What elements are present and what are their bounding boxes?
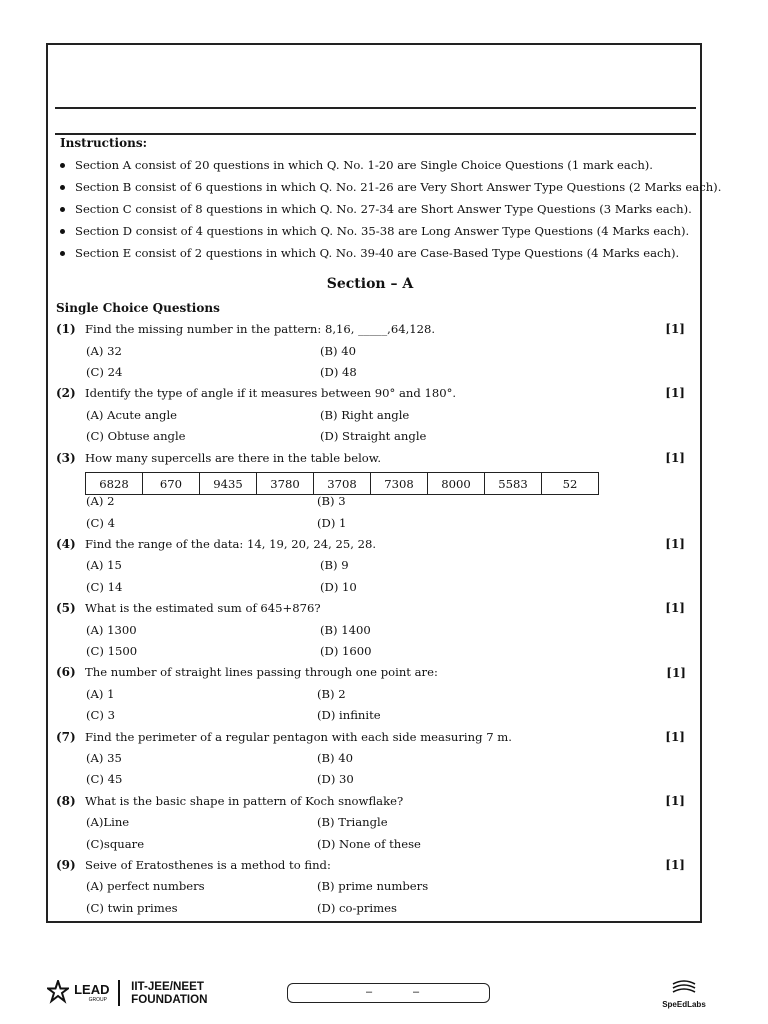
- question-text: Seive of Eratosthenes is a method to find:: [85, 858, 331, 872]
- option-c: (C)square: [86, 837, 145, 851]
- question-text: The number of straight lines passing through one point are:: [85, 665, 438, 679]
- option-b: (B) 3: [317, 494, 346, 508]
- question-text: What is the estimated sum of 645+876?: [85, 601, 321, 615]
- question-marks: [1]: [665, 858, 685, 872]
- question-marks: [1]: [665, 794, 685, 808]
- option-c: (C) 1500: [86, 644, 138, 658]
- logo-divider: [118, 980, 120, 1006]
- table-cell: 3780: [257, 473, 314, 495]
- question-marks: [1]: [665, 730, 685, 744]
- option-b: (B) 40: [317, 751, 354, 765]
- supercell-table: [85, 472, 599, 495]
- option-a: (A) Acute angle: [86, 408, 178, 422]
- option-b: (B) 9: [320, 558, 349, 572]
- option-b: (B) prime numbers: [317, 879, 429, 893]
- option-d: (D) None of these: [317, 837, 421, 851]
- speedlabs-logo: [660, 978, 708, 1009]
- question-text: Identify the type of angle if it measures between 90° and 180°.: [85, 386, 457, 400]
- option-b: (B) 2: [317, 687, 346, 701]
- instruction-item: Section C consist of 8 questions in which Q. No. 27-34 are Short Answer Type Questions (3 Marks each).: [60, 202, 692, 216]
- question-text: How many supercells are there in the table below.: [85, 451, 382, 465]
- option-d: (D) Straight angle: [320, 429, 427, 443]
- table-cell: 6828: [86, 473, 143, 495]
- footer-page-box: [287, 983, 490, 1003]
- star-icon: [47, 980, 69, 1004]
- option-a: (A) 15: [86, 558, 122, 572]
- question-number: (5): [56, 601, 76, 615]
- instruction-item: Section B consist of 6 questions in which Q. No. 21-26 are Very Short Answer Type Questions (2 Marks each).: [60, 180, 721, 194]
- option-a: (A) 35: [86, 751, 122, 765]
- bullet-icon: [60, 185, 65, 190]
- question-marks: [1]: [665, 601, 685, 615]
- question-number: (1): [56, 322, 76, 336]
- bullet-icon: [60, 163, 65, 168]
- option-d: (D) 1: [317, 516, 347, 530]
- option-a: (A) 1: [86, 687, 115, 701]
- question-number: (9): [56, 858, 76, 872]
- option-a: (A)Line: [86, 815, 130, 829]
- header-rule-bottom: [55, 133, 696, 135]
- option-a: (A) 2: [86, 494, 115, 508]
- instruction-item: Section E consist of 2 questions in which Q. No. 39-40 are Case-Based Type Questions (4 Marks each).: [60, 246, 679, 260]
- section-title: Section – A: [326, 276, 414, 292]
- option-d: (D) co-primes: [317, 901, 397, 915]
- table-cell: 5583: [485, 473, 542, 495]
- option-a: (A) 1300: [86, 623, 137, 637]
- lead-brand: LEAD: [74, 982, 110, 997]
- question-number: (2): [56, 386, 76, 400]
- table-cell: 670: [143, 473, 200, 495]
- bullet-icon: [60, 229, 65, 234]
- option-c: (C) 4: [86, 516, 115, 530]
- option-d: (D) 1600: [320, 644, 372, 658]
- option-b: (B) 1400: [320, 623, 371, 637]
- option-d: (D) infinite: [317, 708, 381, 722]
- question-marks: [1]: [665, 451, 685, 465]
- table-cell: 52: [542, 473, 599, 495]
- table-cell: 7308: [371, 473, 428, 495]
- question-marks: [1]: [666, 666, 686, 680]
- question-number: (4): [56, 537, 76, 551]
- option-d: (D) 30: [317, 772, 354, 786]
- bullet-icon: [60, 207, 65, 212]
- option-d: (D) 48: [320, 365, 357, 379]
- instruction-item: Section A consist of 20 questions in which Q. No. 1-20 are Single Choice Questions (1 mark each).: [60, 158, 653, 172]
- question-number: (7): [56, 730, 76, 744]
- question-marks: [1]: [665, 322, 685, 336]
- question-marks: [1]: [665, 386, 685, 400]
- question-number: (6): [56, 665, 76, 679]
- table-cell: 9435: [200, 473, 257, 495]
- question-text: Find the range of the data: 14, 19, 20, 24, 25, 28.: [85, 537, 377, 551]
- instruction-item: Section D consist of 4 questions in which Q. No. 35-38 are Long Answer Type Questions (4 Marks each).: [60, 224, 689, 238]
- option-c: (C) Obtuse angle: [86, 429, 186, 443]
- question-text: What is the basic shape in pattern of Koch snowflake?: [85, 794, 404, 808]
- speedlabs-brand: SpeEdLabs: [662, 1000, 706, 1009]
- option-c: (C) 14: [86, 580, 123, 594]
- book-icon: [671, 978, 697, 996]
- question-marks: [1]: [665, 537, 685, 551]
- option-c: (C) 3: [86, 708, 115, 722]
- question-number: (3): [56, 451, 76, 465]
- instructions-title: Instructions:: [60, 136, 148, 150]
- footer-dash-left: –: [366, 986, 373, 998]
- option-b: (B) Triangle: [317, 815, 388, 829]
- lead-logo: [47, 980, 208, 1006]
- option-d: (D) 10: [320, 580, 357, 594]
- option-a: (A) perfect numbers: [86, 879, 205, 893]
- table-cell: 8000: [428, 473, 485, 495]
- question-text: Find the perimeter of a regular pentagon with each side measuring 7 m.: [85, 730, 512, 744]
- option-b: (B) 40: [320, 344, 357, 358]
- option-b: (B) Right angle: [320, 408, 410, 422]
- question-text: Find the missing number in the pattern: 8,16, _____,64,128.: [85, 322, 436, 336]
- section-subheading: Single Choice Questions: [56, 301, 220, 315]
- option-c: (C) twin primes: [86, 901, 178, 915]
- bullet-icon: [60, 251, 65, 256]
- option-a: (A) 32: [86, 344, 122, 358]
- header-rule-top: [55, 107, 696, 109]
- foundation-label: IIT-JEE/NEET FOUNDATION: [131, 980, 208, 1006]
- table-cell: 3708: [314, 473, 371, 495]
- footer-dash-right: –: [413, 986, 420, 998]
- option-c: (C) 45: [86, 772, 123, 786]
- option-c: (C) 24: [86, 365, 123, 379]
- lead-group-label: GROUP: [88, 997, 107, 1003]
- question-number: (8): [56, 794, 76, 808]
